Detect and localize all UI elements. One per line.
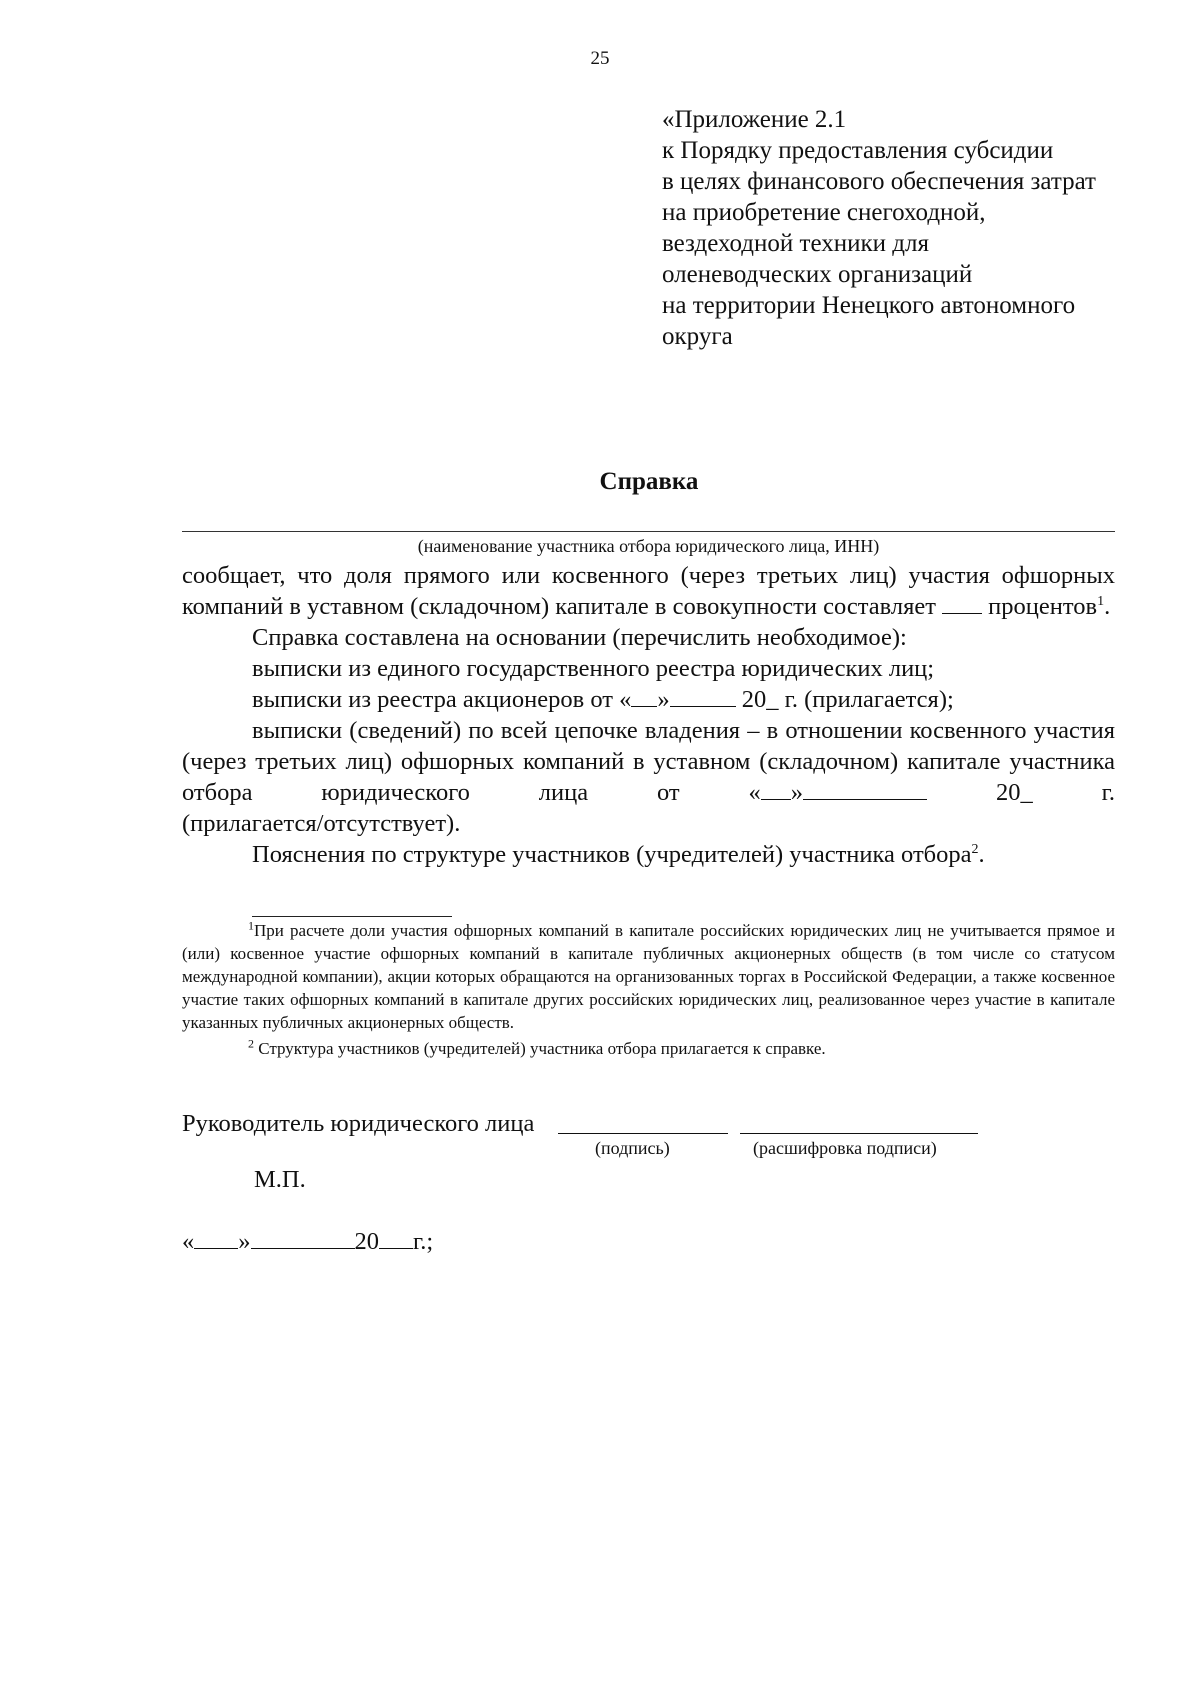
ownership-chain-item: [182, 715, 1115, 808]
footnote-1: [182, 919, 1115, 1034]
register-text: выписки из реестра акционеров от «: [252, 686, 632, 713]
signature-caption: (подпись): [595, 1138, 670, 1158]
participant-name-caption: (наименование участника отбора юридического лица, ИНН): [417, 536, 880, 556]
appendix-line: «Приложение 2.1: [662, 106, 847, 133]
structure-text: Пояснения по структуре участников (учредителей) участника отбора: [252, 841, 972, 868]
date-year-prefix: 20: [354, 1228, 379, 1255]
date-year-blank[interactable]: [379, 1226, 413, 1249]
stamp-place-label: М.П.: [254, 1166, 306, 1193]
register-month-blank[interactable]: [670, 684, 736, 707]
appendix-header: [662, 104, 1162, 352]
ownership-chain-text: выписки (сведений) по всей цепочке владения – в отношении косвенного участия (через третьих лиц) офшорных компаний в уставном (складочном) капитале участника отбора юридического лица от «: [182, 717, 1115, 806]
page-number: 25: [590, 48, 610, 69]
appendix-line: оленеводческих организаций: [662, 261, 973, 288]
share-paragraph: [182, 560, 1115, 622]
sentence-end: .: [1104, 593, 1111, 620]
date-line: [182, 1226, 433, 1256]
appendix-line: на приобретение снегоходной,: [662, 199, 986, 226]
footnotes: [182, 919, 1115, 1060]
shareholder-register-item: [182, 684, 1115, 715]
share-text: сообщает, что доля прямого или косвенного (через третьих лиц) участия офшорных компаний в уставном (складочном) капитале в совокупности составляет: [182, 562, 1115, 620]
footnote-1-text: При расчете доли участия офшорных компаний в капитале российских юридических лиц не учитывается прямое и (или) косвенное участие офшорных компаний в капитале публичных акционерных обществ (в том числе со статусом международной компании), акции которых обращаются на организованных торгах в Российской Федерации, а также косвенное участие таких офшорных компаний в капитале других российских юридических лиц, реализованное через участие в капитале указанных публичных акционерных обществ.: [182, 921, 1115, 1032]
footnote-2-text: Структура участников (учредителей) участника отбора прилагается к справке.: [254, 1039, 826, 1058]
egrul-extract-item: выписки из единого государственного реестра юридических лиц;: [252, 655, 935, 682]
date-close-quote: »: [238, 1228, 251, 1255]
ownership-quote: »: [790, 779, 804, 806]
ownership-year-text: 20_ г.: [927, 779, 1115, 806]
signature-decode-caption: (расшифровка подписи): [753, 1138, 937, 1158]
participant-name-line[interactable]: [182, 531, 1115, 532]
footnote-2-mark: 2: [248, 1036, 254, 1051]
ownership-chain-status: (прилагается/отсутствует).: [182, 810, 461, 837]
sentence-end: .: [978, 841, 985, 868]
head-of-entity-label: Руководитель юридического лица: [182, 1110, 535, 1137]
ownership-month-blank[interactable]: [803, 777, 927, 800]
ownership-day-blank[interactable]: [761, 777, 791, 800]
document-title: Справка: [599, 468, 699, 495]
appendix-line: в целях финансового обеспечения затрат: [662, 168, 1096, 195]
structure-explanation: [182, 839, 1115, 870]
signature-decode-line[interactable]: [740, 1133, 978, 1134]
appendix-line: вездеходной техники для: [662, 230, 929, 257]
date-month-blank[interactable]: [251, 1226, 355, 1249]
footnote-2: [182, 1037, 1115, 1060]
date-open-quote: «: [182, 1228, 195, 1255]
percent-word: процентов: [988, 593, 1098, 620]
footnote-1-mark: 1: [248, 918, 254, 933]
register-quote: »: [657, 686, 670, 713]
document-body: [182, 560, 1115, 870]
basis-paragraph: Справка составлена на основании (перечислить необходимое):: [252, 624, 907, 651]
footnote-ref-2: 2: [971, 841, 979, 857]
register-day-blank[interactable]: [631, 684, 657, 707]
footnote-separator: [252, 916, 452, 917]
appendix-line: к Порядку предоставления субсидии: [662, 137, 1054, 164]
date-year-suffix: г.;: [413, 1228, 434, 1255]
appendix-line: на территории Ненецкого автономного: [662, 292, 1076, 319]
footnote-ref-1: 1: [1097, 593, 1105, 609]
register-year-text: 20_ г. (прилагается);: [735, 686, 954, 713]
appendix-line: округа: [662, 323, 733, 350]
signature-line[interactable]: [558, 1133, 728, 1134]
percent-blank[interactable]: [942, 591, 982, 614]
date-day-blank[interactable]: [194, 1226, 238, 1249]
